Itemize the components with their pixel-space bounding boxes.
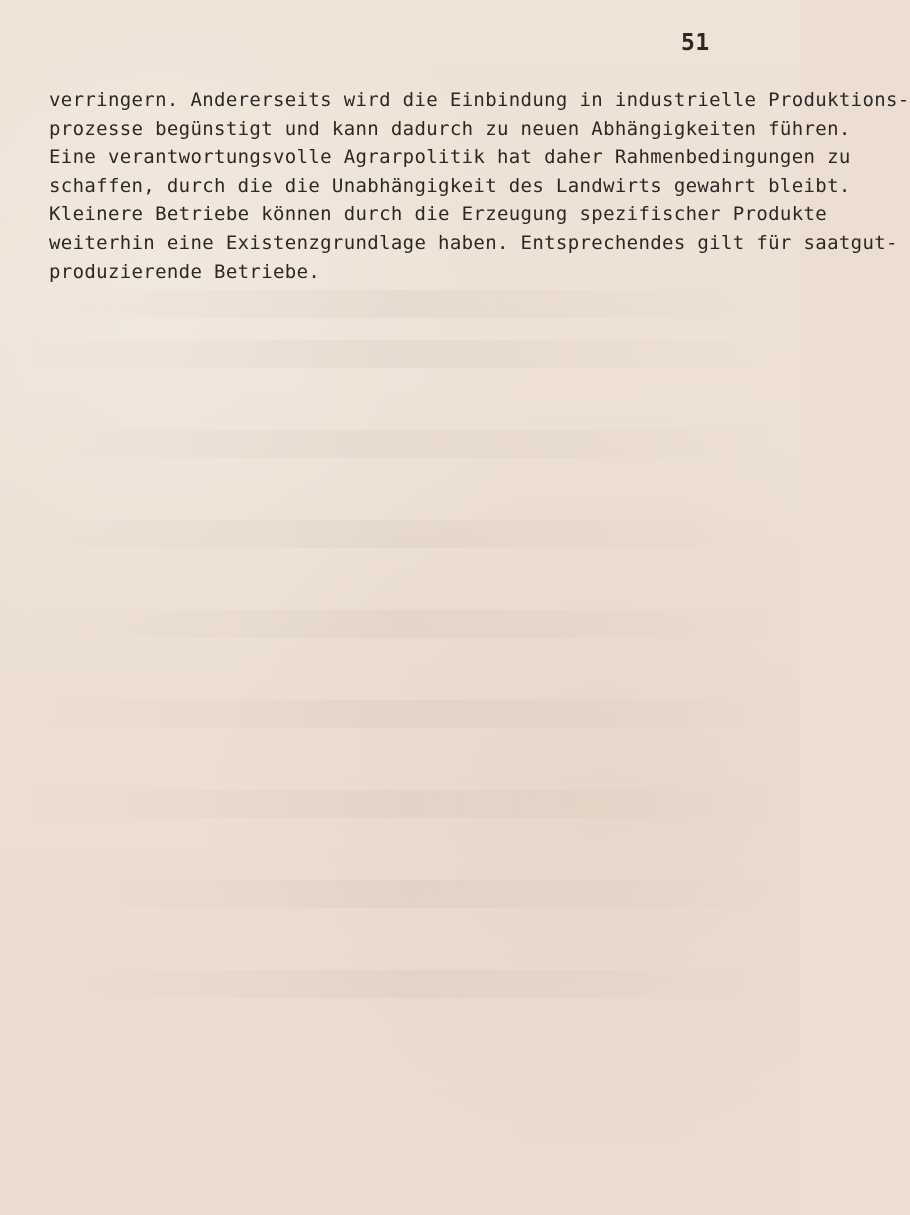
text-line: produzierende Betriebe.: [49, 260, 321, 283]
bleed-through-shadow: [20, 610, 780, 638]
bleed-through-shadow: [20, 790, 780, 818]
bleed-through-shadow: [20, 430, 780, 458]
bleed-through-shadow: [20, 290, 780, 318]
text-line: prozesse begünstigt und kann dadurch zu neuen Abhängigkeiten führen.: [49, 117, 851, 140]
text-line: Eine verantwortungsvolle Agrarpolitik hat daher Rahmenbedingungen zu: [49, 146, 851, 169]
bleed-through-shadow: [20, 970, 780, 998]
body-paragraph: [49, 86, 910, 286]
text-line: schaffen, durch die die Unabhängigkeit des Landwirts gewahrt bleibt.: [49, 174, 851, 197]
text-line: weiterhin eine Existenzgrundlage haben. Entsprechendes gilt für saatgut-: [49, 231, 898, 254]
page-number: 51: [681, 30, 710, 56]
bleed-through-shadow: [20, 520, 780, 548]
text-line: verringern. Andererseits wird die Einbindung in industrielle Produktions-: [49, 89, 910, 111]
bleed-through-shadow: [20, 880, 780, 908]
text-line: Kleinere Betriebe können durch die Erzeugung spezifischer Produkte: [49, 203, 828, 226]
bleed-through-shadow: [20, 700, 780, 728]
bleed-through-shadow: [20, 340, 780, 368]
